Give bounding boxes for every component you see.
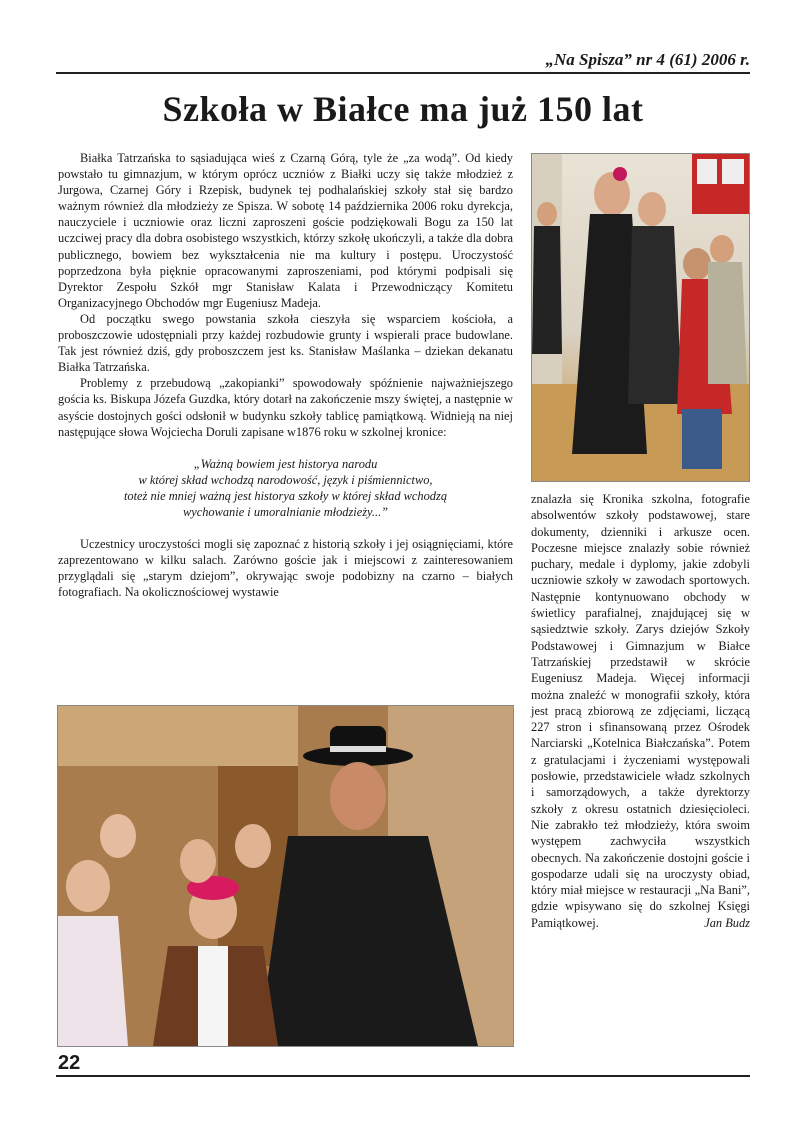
photo-bishop-with-students <box>531 153 750 482</box>
photo-illustration <box>532 154 749 481</box>
quote-line: „Ważną bowiem jest historya narodu <box>193 456 378 471</box>
article-body-left <box>58 150 513 600</box>
issue-header: „Na Spisza” nr 4 (61) 2006 r. <box>545 50 750 69</box>
paragraph-2: Od początku swego powstania szkoła cieszyła się wsparciem kościoła, a proboszczowie udostępniali przy każdej rozbudowie grunty i wspierali prace budowlane. Tak jest również dziś, gdy proboszczem jest ks. Stanisław Maślanka – dziekan dekanatu Białka Tatrzańska. <box>58 311 513 375</box>
page-number: 22 <box>58 1052 81 1074</box>
article-body-right <box>531 491 750 931</box>
photo-bishop-in-highlander-hat <box>57 705 514 1047</box>
inscription-quote <box>58 456 513 520</box>
right-column-text: znalazła się Kronika szkolna, fotografie absolwentów szkoły podstawowej, stare dokumenty, dzienniki i arkusze ocen. Poczesne miejsce znalazły sobie również puchary, medale i dyplomy, jakie zdobyli uczniowie szkoły w zawodach sportowych. Następnie kontynuowano obchody w świetlicy parafialnej, znajdującej się w sąsiedztwie szkoły. Zarys dziejów Szkoły Podstawowej i Gimnazjum w Białce Tatrzańskiej przedstawił w skrócie Eugeniusz Madeja. Więcej informacji można znaleźć w monografii szkoły, która jest pracą zbiorową ze zdjęciami, liczącą 227 stron i sfinansowaną przez Ośrodek Narciarski „Kotelnica Białczańska”. Potem z gratulacjami i życzeniami występowali posłowie, przedstawiciele władz szkolnych i samorządowych, a także dyrektorzy szkoły z okresu ostatnich dziesięcioleci. Nie zabrakło też młodzieży, która swoim występem zachwyciła wszystkich obecnych. Na zakończenie dostojni goście i gospodarze udali się na uroczysty obiad, który miał miejsce w restauracji „Na Bani”, gdzie wpisywano się do szkolnej Księgi Pamiątkowej. <box>531 492 750 930</box>
footer-rule <box>56 1075 750 1077</box>
paragraph-4: Uczestnicy uroczystości mogli się zapoznać z historią szkoły i jej osiągnięciami, które zaprezentowano w kilku salach. Zarówno goście jak i miejscowi z zainteresowaniem przyglądali się „starym dziejom”, okrywając swoje podobizny na czarno – białych fotografiach. Na okolicznościowej wystawie <box>58 537 513 600</box>
photo-illustration <box>58 706 513 1046</box>
paragraph-3: Problemy z przebudową „zakopianki” spowodowały spóźnienie najważniejszego gościa ks. Biskupa Józefa Guzdka, który dotarł na zakończenie mszy świętej, a następnie w asyście dostojnych gości odsłonił w budynku szkoły tablicę pamiątkową. Widnieją na niej następujące słowa Wojciecha Doruli zapisane w1876 roku w szkolnej kronice: <box>58 376 513 439</box>
article-title: Szkoła w Białce ma już 150 lat <box>162 89 644 129</box>
quote-line: wychowanie i umoralnianie młodzieży...” <box>182 504 389 519</box>
right-column-paragraph <box>531 491 750 931</box>
header-rule <box>56 72 750 74</box>
quote-line: toteż nie mniej ważną jest historya szkoły w której skład wchodzą <box>123 488 448 503</box>
quote-line: w której skład wchodzą narodowość, język i piśmiennictwo, <box>138 472 433 487</box>
paragraph-1: Białka Tatrzańska to sąsiadująca wieś z Czarną Górą, tyle że „za wodą”. Od kiedy powstało tu gimnazjum, w którym oprócz uczniów z Białki uczy się także młodzież z Jurgowa, Czarnej Góry i Rzepisk, budynek tej podhalańskiej szkoły stał się bardzo ważnym również dla młodzieży ze Spisza. W sobotę 14 października 2006 roku dyrekcja, nauczyciele i uczniowie oraz liczni zaproszeni goście podziękowali Bogu za 150 lat uczciwej pracy dla dobra osobistego wszystkich, którzy szkołę ukończyli, a także dla dobra publicznego, bowiem bez wykształcenia nie ma kultury i postępu. Uroczystość poprzedzona była pięknie opracowanymi zaproszeniami, pod którymi podpisali się Dyrektor Zespołu Szkół mgr Stanisław Kalata i Przewodniczący Komitetu Organizacyjnego Obchodów mgr Eugeniusz Madeja. <box>58 151 513 310</box>
author-name: Jan Budz <box>704 915 750 930</box>
